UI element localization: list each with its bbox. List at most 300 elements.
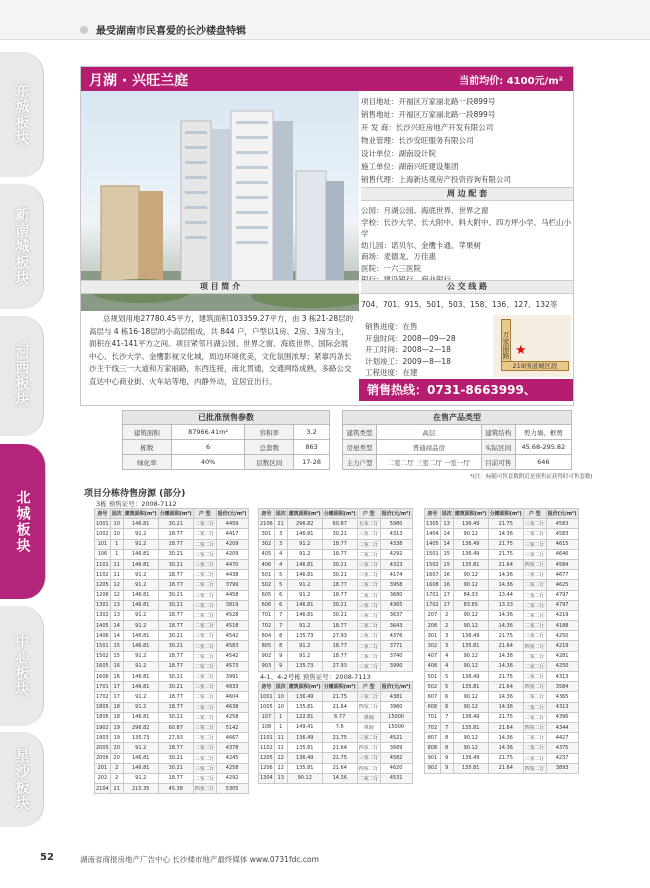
table-cell: 91.2 [123,743,158,753]
table-cell: 60.87 [158,722,193,732]
table-cell: 1 [110,549,123,559]
table-cell: 4237 [546,753,578,763]
table-cell: 二室二厅 [357,580,380,590]
surround-item: 学校：长沙大学、长大附中、料大附中、四方坪小学、马栏山小学 [361,217,571,238]
table-cell: 三室二厅 [357,529,380,539]
table-cell: 8 [440,743,453,753]
table-row [95,702,249,712]
table-cell: 408 [425,661,441,671]
table-cell: 30.21 [158,753,193,763]
table-cell: 3771 [380,641,412,651]
table-cell: 四室二厅 [193,784,216,794]
table-cell: 136.49 [287,732,322,742]
table-cell: 14.36 [488,743,523,753]
table-cell: 5 [440,682,453,692]
table-cell: 90.12 [453,621,488,631]
table-cell: 3991 [216,672,248,682]
tab-north[interactable] [0,444,46,599]
table-cell: 146.81 [123,763,158,773]
table-cell: 90.12 [453,692,488,702]
table-row [95,784,249,794]
presale-table [122,410,330,470]
table-cell: 146.81 [123,672,158,682]
table-cell: 二室二厅 [523,702,546,712]
table-cell: 1304 [259,773,275,783]
table-cell: 4344 [546,722,578,732]
table-cell: 21.64 [488,682,523,692]
table-cell: 4365 [380,600,412,610]
table-cell: 4458 [216,590,248,600]
table-cell: 4378 [216,743,248,753]
table-cell: 4583 [546,519,578,529]
table-cell: 1102 [259,743,275,753]
table-cell: 二室二厅 [193,733,216,743]
table-cell: 108 [259,722,275,732]
table-cell: 136.49 [453,672,488,682]
table-cell: 4667 [216,733,248,743]
table-cell: 9 [274,651,287,661]
table-cell: 701 [259,610,275,620]
table-row [259,549,413,559]
cell: 87966.41m² [171,425,245,440]
table-cell: 1302 [95,610,111,620]
table-cell: 146.81 [123,712,158,722]
table-row [95,661,249,671]
table-cell: 5 [440,672,453,682]
table-cell: 1405 [425,539,441,549]
table-cell: 三室二厅 [523,672,546,682]
table-cell: 二室二厅 [523,651,546,661]
table-cell: 4313 [546,672,578,682]
table-cell: 10 [110,519,123,529]
table-row [259,763,413,773]
table-cell: 4 [274,559,287,569]
table-cell: 4292 [216,773,248,783]
table-cell: 二室二厅 [523,610,546,620]
progress-item: 开盘时间：2008—09—28 [365,333,456,343]
table-cell: 4209 [216,549,248,559]
table-cell: 4219 [546,641,578,651]
table-cell: 1305 [425,519,441,529]
table-row [425,621,579,631]
table-cell: 1205 [95,580,111,590]
table-cell: 二室二厅 [357,641,380,651]
table-cell: 91.2 [123,773,158,783]
table-cell: 三室二厅 [357,600,380,610]
table-cell: 21.75 [322,692,357,702]
column-header: 报价(元/m²) [546,509,578,519]
table-cell: 二室二厅 [357,549,380,559]
table-row [259,590,413,600]
table-cell: 三室二厅 [523,753,546,763]
table-row [425,651,579,661]
table-cell: 1404 [425,529,441,539]
table-cell: 4615 [546,539,578,549]
table-cell: 14.36 [488,692,523,702]
table-cell: 1001 [95,519,111,529]
table-cell: 21.75 [488,519,523,529]
table-cell: 二室二厅 [193,621,216,631]
bullet-icon [80,26,88,34]
table-cell: 101 [95,539,111,549]
table-cell: 21.64 [488,641,523,651]
column-header: 层次 [110,509,123,519]
table-row [425,610,579,620]
building-photo [81,91,359,311]
table-cell: 135.81 [287,763,322,773]
table-cell: 201 [95,763,111,773]
column-header: 报价(元/m²) [216,509,248,519]
table-cell: 21.75 [488,549,523,559]
table-cell: 30.21 [158,631,193,641]
table-cell: 17 [440,600,453,610]
cell: 40% [171,455,245,470]
table-cell: 1702 [425,600,441,610]
table-row [259,539,413,549]
tab-label: 中心板块 [13,634,30,698]
table-cell: 21.75 [488,672,523,682]
table-cell: 207 [425,610,441,620]
column-header: 分摊面积(m²) [488,509,523,519]
surround-item: 公园：月湖公园、海底世界、世界之窗 [361,206,489,215]
table-cell: 三室二厅 [193,559,216,569]
tab-xingsha[interactable] [0,732,44,827]
table-note: *(注：标随可售套数附近是预售证获得时可售套数) [470,474,593,480]
types-title: 在售产品类型 [343,411,572,425]
tab-new-south[interactable] [0,184,44,309]
table-cell: 18 [110,712,123,722]
district-tabs [0,52,44,827]
table-cell: 12 [110,580,123,590]
tab-label: 新南城板块 [13,206,30,287]
table-cell: 三室二厅 [523,539,546,549]
table-cell: 18.77 [322,549,357,559]
table-cell: 30.21 [158,641,193,651]
cell: 646 [515,455,571,470]
table-cell: 91.2 [287,539,322,549]
column-header: 报价(元/m²) [380,682,412,692]
table-cell: 90.12 [453,702,488,712]
table-header-row [259,509,413,519]
cell: 总套数 [245,440,294,455]
column-header: 层次 [440,509,453,519]
table-cell: 三室二厅 [193,631,216,641]
tab-east[interactable] [0,52,44,177]
table-cell: 30.21 [158,559,193,569]
table-cell: 146.81 [123,549,158,559]
table-cell: 1501 [425,549,441,559]
table-cell: 3958 [380,580,412,590]
table-cell: 二室二厅 [523,743,546,753]
table-cell: 3 [440,631,453,641]
table-cell: 27.93 [158,733,193,743]
table-cell: 二室二厅 [193,610,216,620]
table-cell: 11 [274,732,287,742]
table-cell: 二室二厅 [357,773,380,783]
table-cell: 15 [110,641,123,651]
table-row [259,610,413,620]
table-cell: 20 [110,743,123,753]
building-illustration [81,91,359,311]
table-cell: 17 [110,682,123,692]
table-cell: 14 [110,621,123,631]
table-cell: 18.77 [322,539,357,549]
listing-table-building4-a [258,681,413,784]
progress-item: 工程进度：在建 [365,368,418,377]
table-cell: 608 [425,702,441,712]
table-cell: 30.21 [158,763,193,773]
table-row [425,600,579,610]
cell: 绿化率 [123,455,172,470]
table-cell: 15000 [380,722,412,732]
table-cell: 1005 [259,702,275,712]
table-cell: 30.21 [158,600,193,610]
table-cell: 804 [259,631,275,641]
table-cell: 3799 [216,580,248,590]
cell: 二室二厅 三室二厅 一室一厅 [377,455,482,470]
table-cell: 14 [440,529,453,539]
table-cell: 146.81 [123,590,158,600]
column-header: 房号 [425,509,441,519]
table-cell: 90.12 [453,743,488,753]
table-cell: 902 [259,651,275,661]
table-cell: 4427 [546,733,578,743]
table-cell: 1701 [95,682,111,692]
surround-title: 周 边 配 套 [361,187,573,201]
table-cell: 三室二厅 [193,712,216,722]
table-cell: 701 [425,712,441,722]
table-cell: 三室二厅 [357,631,380,641]
table-cell: 1206 [259,763,275,773]
table-row [425,753,579,763]
table-cell: 122.81 [287,712,322,722]
info-developer: 开 发 商：长沙兴旺房地产开发有限公司 [361,123,494,132]
table-cell: 4396 [546,712,578,722]
table-cell: 20 [110,753,123,763]
table-cell: 二室二厅 [357,539,380,549]
table-cell: 1806 [95,712,111,722]
surround-item: 商场：麦德龙、万佳惠 [361,252,436,261]
cell: 普通商品房 [377,440,482,455]
column-header: 户 型 [523,509,546,519]
table-cell: 91.2 [123,651,158,661]
table-cell: 90.12 [453,651,488,661]
table-cell: 2106 [259,519,275,529]
table-cell: 136.49 [453,631,488,641]
table-cell: 16 [110,661,123,671]
cell: 实际区间 [481,440,515,455]
table-cell: 二室二厅 [193,692,216,702]
table-cell: 21.75 [488,712,523,722]
table-cell: 三室二厅 [357,753,380,763]
table-cell: 14.36 [488,661,523,671]
cell: 6 [171,440,245,455]
table-row [259,753,413,763]
table-cell: 90.12 [453,733,488,743]
table-cell: 二室二厅 [523,590,546,600]
table-row [259,732,413,742]
table-cell: 16 [440,570,453,580]
table-row [95,722,249,732]
table-cell: 1607 [425,570,441,580]
table-cell: 302 [425,641,441,651]
cell: 目前可售 [481,455,515,470]
table-cell: 6 [274,600,287,610]
column-header: 房号 [95,509,111,519]
table-cell: 91.2 [123,610,158,620]
tab-center[interactable] [0,606,44,726]
table-cell: 2006 [95,753,111,763]
table-cell: 10 [274,702,287,712]
listing-table-building3-b [258,508,413,672]
table-cell: 9 [440,753,453,763]
table-cell: 18.77 [158,539,193,549]
table-cell: 135.81 [453,559,488,569]
info-designer: 设计单位：湖南设计院 [361,149,436,158]
table-row [259,519,413,529]
table-cell: 14.36 [488,529,523,539]
table-cell: 302 [259,539,275,549]
table-cell: 三室二厅 [193,590,216,600]
table-cell: 4417 [216,529,248,539]
table-cell: 三室二厅 [523,712,546,722]
table-cell: 4521 [380,732,412,742]
project-header [81,67,573,91]
table-row [95,763,249,773]
table-row [95,773,249,783]
cell: 建筑面积 [123,425,172,440]
table-cell: 501 [259,570,275,580]
table-cell: 30.21 [322,529,357,539]
table-cell: 136.49 [287,692,322,702]
table-cell: 4584 [546,559,578,569]
table-cell: 21.64 [322,702,357,712]
table-cell: 18.77 [158,773,193,783]
table-cell: 2 [110,773,123,783]
table-cell: 4209 [216,539,248,549]
table-cell: 12 [274,753,287,763]
listing-table-building4-b [424,508,579,774]
column-header: 户 型 [357,682,380,692]
table-cell: 1501 [95,641,111,651]
table-cell: 13.33 [488,600,523,610]
table-cell: 5305 [216,784,248,794]
tab-hexi[interactable] [0,316,44,436]
table-cell: 11 [110,559,123,569]
table-row [95,600,249,610]
table-cell: 607 [425,692,441,702]
table-cell: 2 [440,621,453,631]
table-row [259,773,413,783]
table-cell: 1605 [95,661,111,671]
table-cell: 91.2 [123,529,158,539]
table-cell: 1502 [425,559,441,569]
table-cell: 4528 [216,610,248,620]
table-cell: 7.6 [322,722,357,732]
project-info [361,95,571,186]
table-cell: 3584 [546,682,578,692]
tab-label: 河西板块 [13,344,30,408]
table-cell: 4833 [216,682,248,692]
table-cell: 15 [440,549,453,559]
table-cell: 3689 [380,743,412,753]
table-row [425,733,579,743]
table-cell: 四室二厅 [523,763,546,773]
cell: 房屋类型 [343,440,377,455]
table-row [95,712,249,722]
cell: 层数区间 [245,455,294,470]
table-row [95,559,249,569]
table-row [259,529,413,539]
table-cell: 18.77 [158,692,193,702]
table-cell: 91.2 [123,621,158,631]
table-cell: 296.82 [123,722,158,732]
table-cell: 14.36 [488,702,523,712]
table-cell: 18.77 [158,651,193,661]
table-cell: 91.2 [287,549,322,559]
table-cell: 三室二厅 [357,661,380,671]
table-cell: 1606 [95,672,111,682]
block1-subtitle: 3栋 预售证号：2008-7112 [96,500,177,508]
progress-item: 开工时间：2008—2—18 [365,345,451,354]
table-row [425,702,579,712]
table-cell: 146.81 [123,631,158,641]
table-cell: 30.21 [158,549,193,559]
table-cell: 4583 [546,529,578,539]
cell: 栋数 [123,440,172,455]
table-cell: 二室二厅 [523,621,546,631]
column-header: 层次 [274,682,287,692]
cell: 3.2 [294,425,330,440]
table-cell: 4365 [546,692,578,702]
table-cell: 4 [440,651,453,661]
table-cell: 90.12 [453,570,488,580]
table-cell: 4542 [216,631,248,641]
table-cell: 136.49 [453,549,488,559]
table-cell: 13 [274,773,287,783]
info-property-mgmt: 物业管理：长沙安旺服务有限公司 [361,136,474,145]
cell: 容积率 [245,425,294,440]
table-cell: 4376 [380,631,412,641]
table-cell: 三室二厅 [193,722,216,732]
table-cell: 3980 [380,702,412,712]
table-cell: 2104 [95,784,111,794]
table-cell: 15000 [380,712,412,722]
table-cell: 30.21 [322,559,357,569]
table-cell: 二室二厅 [193,773,216,783]
table-cell: 4258 [216,763,248,773]
tab-label: 东城板块 [13,82,30,147]
cell: 剪力墙、框剪 [515,425,571,440]
info-address: 项目地址：开福区万家丽北路一段899号 [361,97,496,106]
table-cell: 808 [425,743,441,753]
table-cell: 21.64 [322,763,357,773]
table-cell: 4542 [216,651,248,661]
info-sales-address: 销售地址：开福区万家丽北路一段899号 [361,110,496,119]
table-cell: 4250 [546,631,578,641]
table-cell: 19 [110,733,123,743]
table-cell: 502 [259,580,275,590]
presale-title: 已批准预售参数 [123,411,330,425]
info-builder: 施工单位：湖南兴旺建设集团 [361,162,459,171]
table-cell: 18.77 [322,590,357,600]
table-cell: 单间 [357,722,380,732]
table-row [259,722,413,732]
table-cell: 18.77 [322,641,357,651]
bus-lines: 704、701、915、501、503、158、136、127、132等 [361,300,558,309]
table-cell: 18.77 [158,661,193,671]
table-cell: 45.38 [158,784,193,794]
